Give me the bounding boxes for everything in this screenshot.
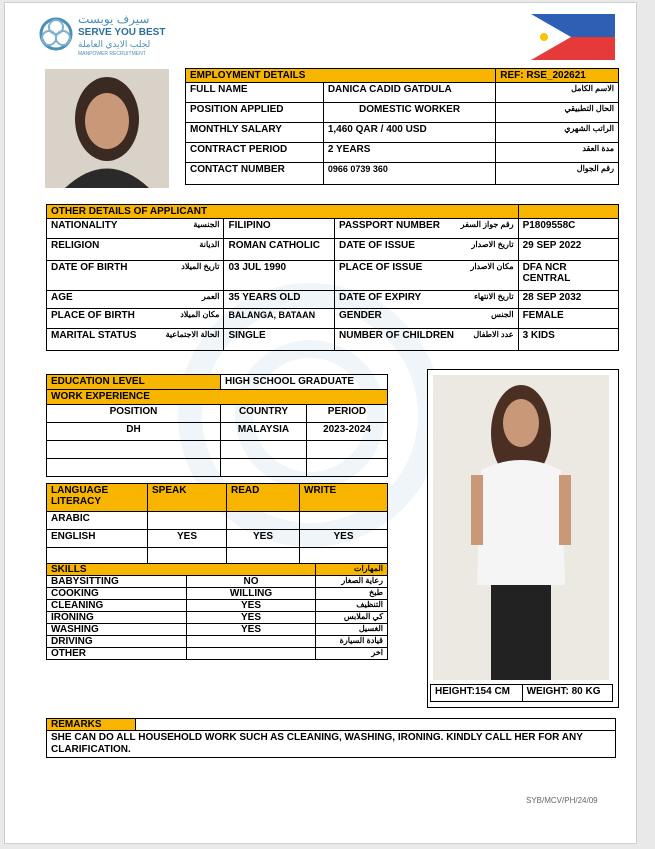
ar-place-of-birth: مكان الميلاد [180, 310, 220, 319]
label-dob: DATE OF BIRTH [51, 262, 128, 273]
value-contract: 2 YEARS [323, 143, 495, 163]
ar-contact: رقم الجوال [496, 163, 619, 185]
education-label: EDUCATION LEVEL [47, 375, 221, 390]
value-marital-status: SINGLE [224, 329, 335, 351]
ar-place-of-issue: مكان الاصدار [470, 262, 514, 271]
work-cell: MALAYSIA [221, 423, 307, 441]
skill-name: DRIVING [47, 636, 187, 648]
education-work-table [46, 374, 388, 477]
body-measurements [430, 684, 613, 702]
skills-title: SKILLS [47, 564, 316, 576]
logo-name: SERVE YOU BEST [78, 27, 166, 38]
label-marital-status: MARITAL STATUS [51, 330, 137, 341]
speak-header: SPEAK [148, 484, 227, 512]
value-expiry: 28 SEP 2032 [518, 291, 618, 309]
skill-value [187, 636, 316, 648]
skill-name: IRONING [47, 612, 187, 624]
ar-children: عدد الاطفال [473, 330, 514, 339]
skill-value: YES [187, 612, 316, 624]
language-cell [148, 512, 227, 530]
language-cell: YES [300, 530, 388, 548]
write-header: WRITE [300, 484, 388, 512]
other-details-table [46, 204, 619, 351]
skill-ar: اخر [316, 648, 388, 660]
ar-dob: تاريخ الميلاد [181, 262, 220, 271]
skill-ar: الغسيل [316, 624, 388, 636]
skill-value [187, 648, 316, 660]
ar-nationality: الجنسية [193, 220, 220, 229]
skill-name: WASHING [47, 624, 187, 636]
ar-full-name: الاسم الكامل [496, 83, 619, 103]
value-religion: ROMAN CATHOLIC [224, 239, 335, 261]
ar-age: العمر [201, 292, 220, 301]
label-place-of-birth: PLACE OF BIRTH [51, 310, 135, 321]
ar-passport: رقم جواز السفر [460, 220, 514, 229]
skills-table [46, 563, 388, 660]
value-passport: P1809558C [518, 219, 618, 239]
label-position: POSITION APPLIED [186, 103, 324, 123]
value-salary: 1,460 QAR / 400 USD [323, 123, 495, 143]
value-contact: 0966 0739 360 [323, 163, 495, 185]
work-cell [221, 459, 307, 477]
height-value: HEIGHT:154 CM [431, 685, 523, 702]
work-cell [221, 441, 307, 459]
work-header-period: PERIOD [306, 405, 387, 423]
value-gender: FEMALE [518, 309, 618, 329]
philippines-flag-icon [531, 14, 615, 60]
education-value: HIGH SCHOOL GRADUATE [221, 375, 388, 390]
employment-title: EMPLOYMENT DETAILS [186, 69, 496, 83]
remarks-text: SHE CAN DO ALL HOUSEHOLD WORK SUCH AS CLEANING, WASHING, IRONING. KINDLY CALL HER FOR ANY CLARIFICATION. [47, 731, 616, 758]
value-place-of-issue: DFA NCR CENTRAL [518, 261, 618, 291]
remarks-table [46, 718, 616, 758]
value-age: 35 YEARS OLD [224, 291, 335, 309]
language-header: LANGUAGE LITERACY [47, 484, 148, 512]
ar-gender: الجنس [491, 310, 514, 319]
label-contact: CONTACT NUMBER [186, 163, 324, 185]
logo-tag: MANPOWER RECRUITMENT [78, 51, 146, 57]
skill-ar: قيادة السيارة [316, 636, 388, 648]
value-position: DOMESTIC WORKER [323, 103, 495, 123]
logo-emblem-icon [38, 14, 74, 54]
ar-marital-status: الحالة الاجتماعية [165, 330, 220, 339]
value-date-of-issue: 29 SEP 2022 [518, 239, 618, 261]
document-code: SYB/MCV/PH/24/09 [526, 796, 598, 805]
language-cell: YES [148, 530, 227, 548]
ar-expiry: تاريخ الانتهاء [474, 292, 514, 301]
value-nationality: FILIPINO [224, 219, 335, 239]
ar-date-of-issue: تاريخ الاصدار [471, 240, 514, 249]
weight-value: WEIGHT: 80 KG [522, 685, 612, 702]
skill-name: CLEANING [47, 600, 187, 612]
skill-ar: رعاية الصغار [316, 576, 388, 588]
work-cell [306, 441, 387, 459]
label-age: AGE [51, 292, 73, 303]
label-gender: GENDER [339, 310, 382, 321]
ar-position: الحال التطبيقي [496, 103, 619, 123]
label-children: NUMBER OF CHILDREN [339, 330, 454, 341]
work-cell: DH [47, 423, 221, 441]
work-header-position: POSITION [47, 405, 221, 423]
skill-ar: طبخ [316, 588, 388, 600]
applicant-photo [45, 69, 169, 188]
language-cell [227, 512, 300, 530]
work-header-country: COUNTRY [221, 405, 307, 423]
label-full-name: FULL NAME [186, 83, 324, 103]
work-experience-title: WORK EXPERIENCE [47, 390, 388, 405]
employment-details-table [185, 68, 619, 185]
full-body-photo [433, 375, 609, 680]
language-cell: YES [227, 530, 300, 548]
value-children: 3 KIDS [518, 329, 618, 351]
label-date-of-issue: DATE OF ISSUE [339, 240, 415, 251]
remarks-title: REMARKS [47, 719, 136, 731]
ar-contract: مدة العقد [496, 143, 619, 163]
label-salary: MONTHLY SALARY [186, 123, 324, 143]
skill-ar: التنظيف [316, 600, 388, 612]
value-dob: 03 JUL 1990 [224, 261, 335, 291]
value-place-of-birth: BALANGA, BATAAN [224, 309, 335, 329]
language-cell [300, 512, 388, 530]
skill-name: COOKING [47, 588, 187, 600]
label-contract: CONTRACT PERIOD [186, 143, 324, 163]
logo-arabic-sub: لجلب الايدي العاملة [78, 39, 151, 49]
company-logo [38, 12, 168, 60]
label-expiry: DATE OF EXPIRY [339, 292, 422, 303]
work-cell: 2023-2024 [306, 423, 387, 441]
language-table [46, 483, 388, 564]
work-cell [306, 459, 387, 477]
work-cell [47, 459, 221, 477]
skill-ar: كي الملابس [316, 612, 388, 624]
skill-name: OTHER [47, 648, 187, 660]
reference-number: REF: RSE_202621 [496, 69, 619, 83]
ar-religion: الديانة [199, 240, 220, 249]
skill-value: YES [187, 624, 316, 636]
value-full-name: DANICA CADID GATDULA [323, 83, 495, 103]
label-place-of-issue: PLACE OF ISSUE [339, 262, 423, 273]
read-header: READ [227, 484, 300, 512]
skills-title-ar: المهارات [316, 564, 388, 576]
label-religion: RELIGION [51, 240, 100, 251]
skill-value: NO [187, 576, 316, 588]
label-nationality: NATIONALITY [51, 220, 118, 231]
language-name: ENGLISH [47, 530, 148, 548]
logo-arabic: سيرف يوبست [78, 12, 150, 26]
skill-name: BABYSITTING [47, 576, 187, 588]
label-passport: PASSPORT NUMBER [339, 220, 440, 231]
skill-value: YES [187, 600, 316, 612]
other-details-title: OTHER DETAILS OF APPLICANT [47, 205, 519, 219]
work-cell [47, 441, 221, 459]
skill-value: WILLING [187, 588, 316, 600]
ar-salary: الراتب الشهري [496, 123, 619, 143]
language-name: ARABIC [47, 512, 148, 530]
